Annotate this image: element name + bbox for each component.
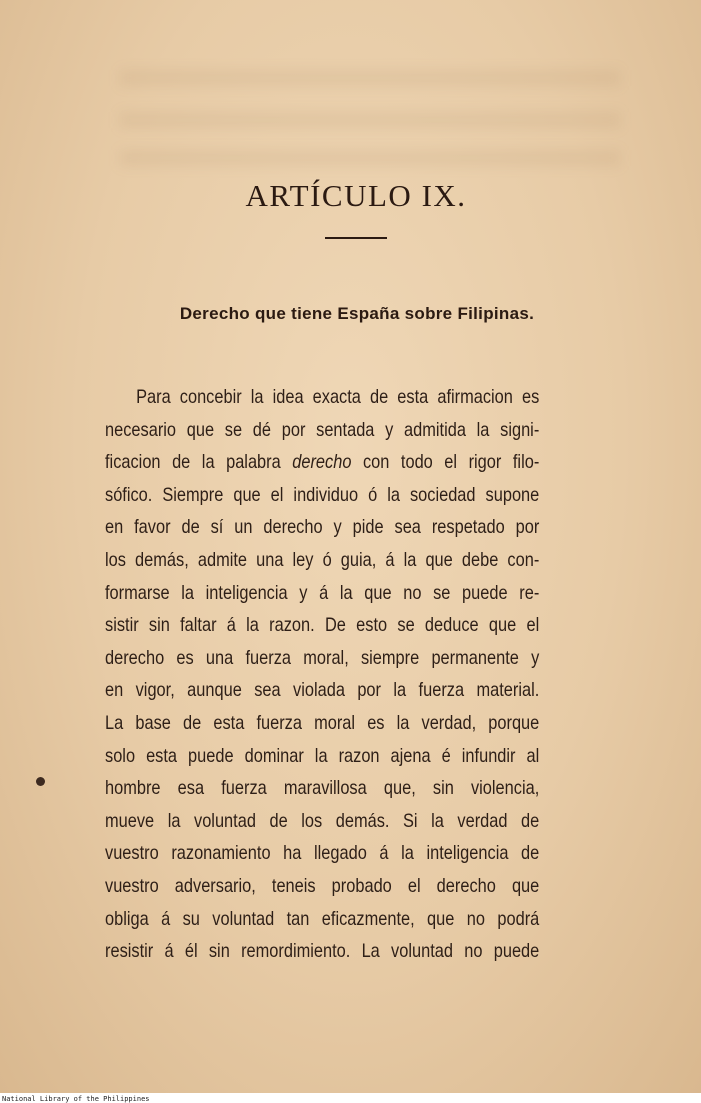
text-line: Para concebir la idea exacta de esta afirmacion es [136, 386, 540, 408]
text-line: sófico. Siempre que el individuo ó la sociedad supone [105, 483, 540, 506]
text-line: en favor de sí un derecho y pide sea respetado por [105, 516, 540, 539]
text-line: ficacion de la palabra derecho con todo el rigor filo- [105, 451, 540, 474]
text-line: derecho es una fuerza moral, siempre permanente y [105, 646, 540, 669]
text-line: mueve la voluntad de los demás. Si la verdad de [105, 809, 540, 832]
text-line: La base de esta fuerza moral es la verdad, porque [105, 711, 540, 734]
title-rule [325, 237, 387, 239]
text-line: necesario que se dé por sentada y admitida la signi- [105, 418, 540, 441]
article-title: ARTÍCULO IX. [245, 178, 467, 213]
text-line: vuestro adversario, teneis probado el derecho que [105, 874, 540, 897]
text-line: resistir á él sin remordimiento. La voluntad no puede [105, 940, 540, 963]
bleed-through-line [120, 112, 620, 128]
body-text [105, 381, 539, 968]
ink-spot [36, 777, 45, 786]
text-line: vuestro razonamiento ha llegado á la inteligencia de [105, 842, 540, 865]
article-subtitle: Derecho que tiene España sobre Filipinas. [179, 304, 535, 323]
text-line: formarse la inteligencia y á la que no se puede re- [105, 581, 540, 604]
text-line: hombre esa fuerza maravillosa que, sin violencia, [105, 777, 540, 800]
bleed-through-line [120, 150, 620, 166]
library-footer: National Library of the Philippines [2, 1095, 150, 1103]
text-line: sistir sin faltar á la razon. De esto se deduce que el [105, 614, 540, 637]
text-line: en vigor, aunque sea violada por la fuerza material. [105, 679, 540, 702]
text-line: solo esta puede dominar la razon ajena é infundir al [105, 744, 540, 767]
bleed-through-line [120, 70, 620, 86]
text-line: obliga á su voluntad tan eficazmente, que no podrá [105, 907, 540, 930]
text-line: los demás, admite una ley ó guia, á la que debe con- [105, 548, 540, 571]
